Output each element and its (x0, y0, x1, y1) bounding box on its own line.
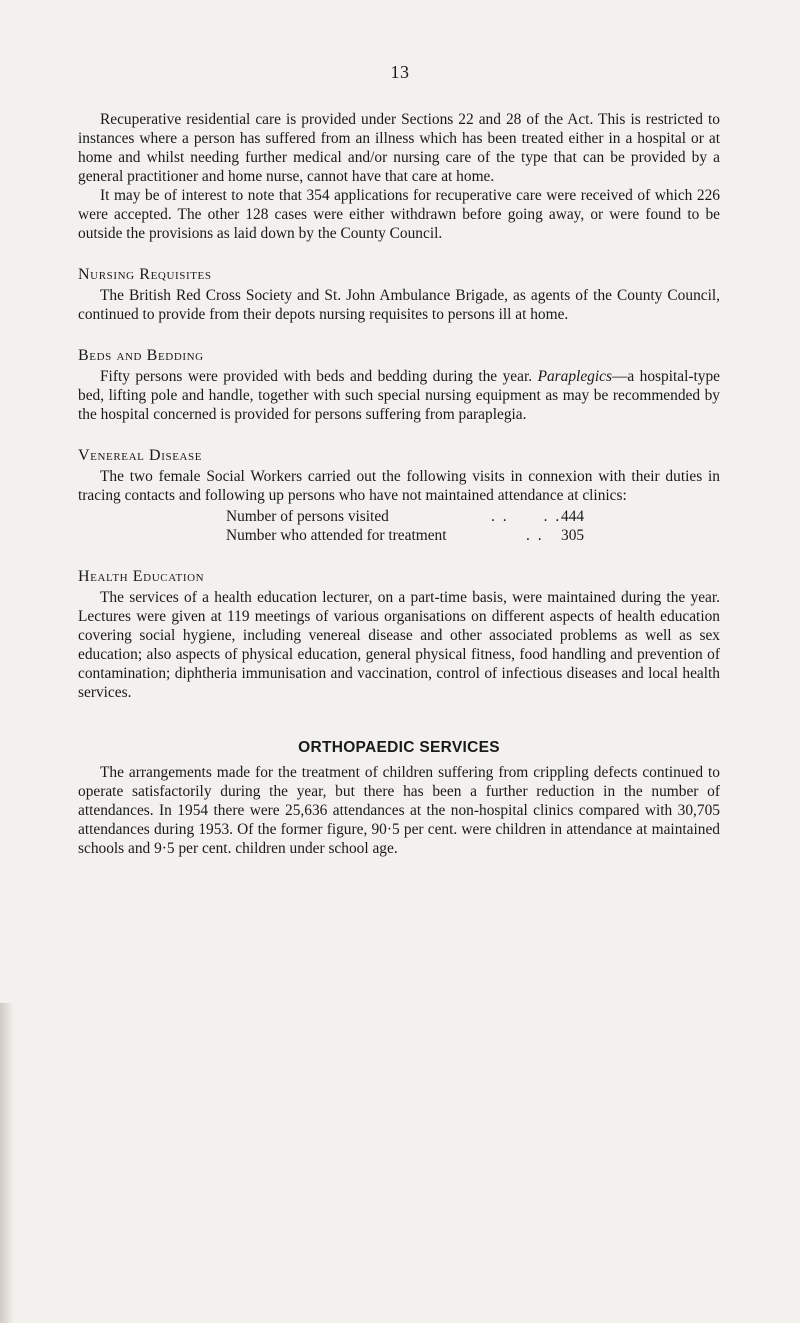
page-content (78, 110, 720, 858)
nursing-requisites-paragraph: The British Red Cross Society and St. John Ambulance Brigade, as agents of the County Council, continued to provide from their depots nursing requisites to persons ill at home. (78, 287, 720, 323)
health-education-paragraph: The services of a health education lecturer, on a part-time basis, were maintained during the year. Lectures were given at 119 meetings of various organisations on different aspects of health education covering social hygiene, including venereal disease and other associated problems as well as sex education; also aspects of physical education, general physical fitness, food handling and prevention of contamination; diphtheria immunisation and vaccination, control of infectious diseases and local health services. (78, 589, 720, 701)
stat-leader-dots: . . . . (491, 508, 562, 525)
orthopaedic-services-heading: ORTHOPAEDIC SERVICES (298, 739, 500, 756)
stat-value: 444 (561, 508, 585, 525)
nursing-requisites-heading: Nursing Requisites (78, 266, 212, 283)
page-number: 13 (390, 62, 410, 82)
venereal-disease-paragraph: The two female Social Workers carried out the following visits in connexion with their duties in tracing contacts and following up persons who have not maintained attendance at clinics: (78, 468, 720, 504)
venereal-disease-heading: Venereal Disease (78, 447, 203, 464)
beds-text-start: Fifty persons were provided with beds and bedding during the year. (100, 368, 538, 385)
beds-and-bedding-heading: Beds and Bedding (78, 347, 204, 364)
paraplegics-term: Paraplegics (537, 368, 612, 385)
stat-label: Number of persons visited (226, 508, 389, 525)
orthopaedic-services-paragraph: The arrangements made for the treatment of children suffering from crippling defects continued to operate satisfactorily during the year, but there has been a further reduction in the number of attendances. In 1954 there were 25,636 attendances at the non-hospital clinics compared with 30,705 attendances during 1953. Of the former figure, 90·5 per cent. were children in attendance at maintained schools and 9·5 per cent. children under school age. (78, 764, 720, 857)
visits-statistics (226, 507, 606, 545)
recuperative-applications-paragraph: It may be of interest to note that 354 applications for recuperative care were received of which 226 were accepted. The other 128 cases were either withdrawn before going away, or were found to be outside the provisions as laid down by the County Council. (78, 187, 720, 242)
stat-value: 305 (561, 527, 585, 544)
beds-and-bedding-paragraph (78, 367, 720, 424)
scan-edge-shadow (0, 1003, 14, 1323)
health-education-heading: Health Education (78, 568, 205, 585)
stat-row-persons-visited (226, 507, 606, 526)
stat-label: Number who attended for treatment (226, 527, 447, 544)
stat-leader-dots: . . (526, 527, 544, 544)
stat-row-attended-treatment (226, 526, 606, 545)
recuperative-care-paragraph: Recuperative residential care is provided under Sections 22 and 28 of the Act. This is restricted to instances where a person has suffered from an illness which has been treated either in a hospital or at home and whilst needing further medical and/or nursing care of the type that can be provided by a general practitioner and home nurse, cannot have that care at home. (78, 111, 720, 185)
beds-text-end: —a hospital-type bed, lifting pole and handle, together with such special nursing equipment as may be recommended by the hospital concerned is provided for persons suffering from paraplegia. (78, 368, 720, 423)
